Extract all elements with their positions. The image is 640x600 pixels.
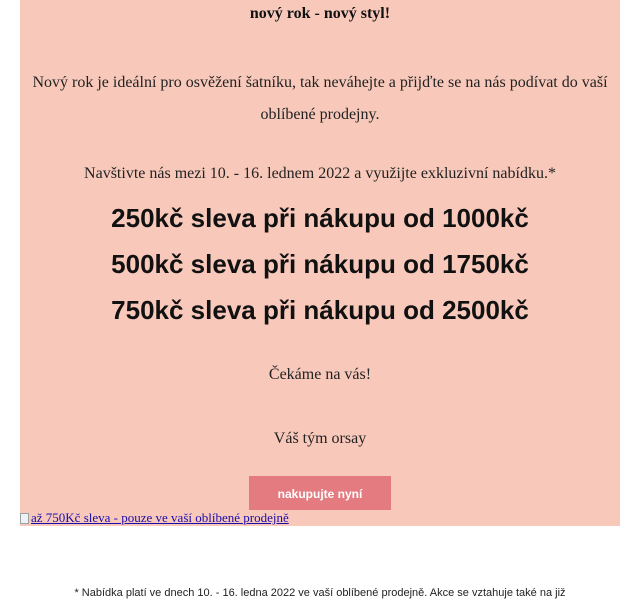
signature: Váš tým orsay [273, 430, 367, 447]
shop-now-button[interactable]: nakupujte nyní [249, 476, 391, 510]
headline: nový rok - nový styl! [249, 5, 391, 22]
broken-image-icon [20, 513, 29, 524]
offer-line-2: 500kč sleva při nákupu od 1750kč [111, 249, 529, 279]
waiting-text: Čekáme na vás! [268, 366, 372, 383]
visit-text: Navštivte nás mezi 10. - 16. lednem 2022 a využijte exkluzivní nabídku.* [84, 165, 556, 182]
footnote: * Nabídka platí ve dnech 10. - 16. ledna 2022 ve vaší oblíbené prodejně. Akce se vztahuje také na již [74, 587, 566, 599]
discount-banner-link[interactable] [20, 510, 289, 526]
banner-alt-text: až 750Kč sleva - pouze ve vaší oblíbené prodejně [31, 510, 289, 525]
intro-text: Nový rok je ideální pro osvěžení šatníku, tak neváhejte a přijďte se na nás podívat do vaší oblíbené prodejny. [32, 74, 608, 123]
offer-line-1: 250kč sleva při nákupu od 1000kč [111, 203, 529, 233]
offer-line-3: 750kč sleva při nákupu od 2500kč [111, 295, 529, 325]
promo-panel [20, 0, 620, 526]
